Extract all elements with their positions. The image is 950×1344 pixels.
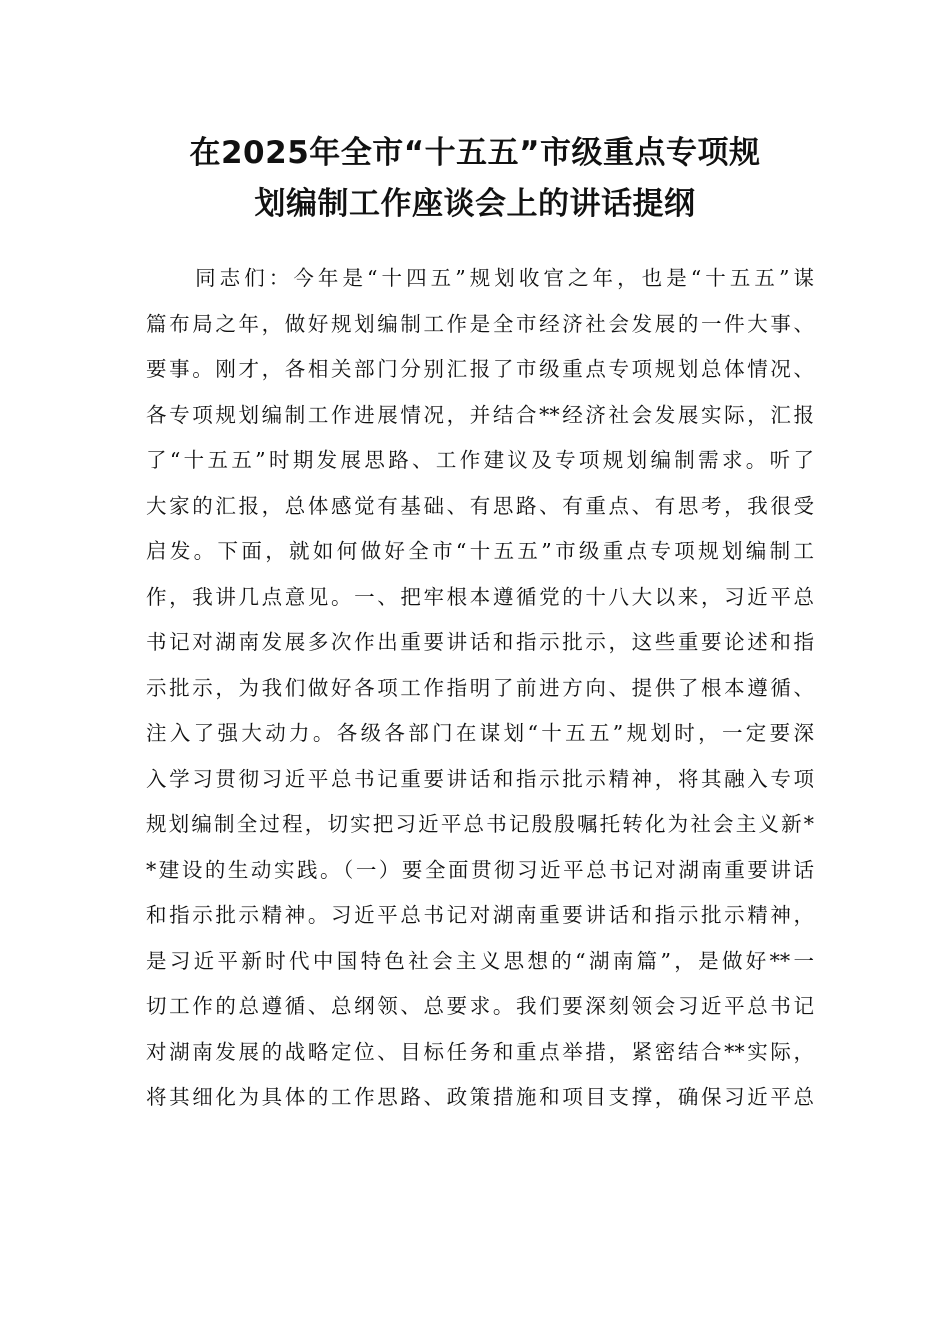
- document-title: [120, 128, 830, 230]
- body-line: 入学习贯彻习近平总书记重要讲话和指示批示精神，将其融入专项: [146, 766, 814, 791]
- body-line: 要事。刚才，各相关部门分别汇报了市级重点专项规划总体情况、: [146, 357, 814, 381]
- title-line-2: 划编制工作座谈会上的讲话提纲: [254, 186, 696, 222]
- body-line: 和指示批示精神。习近平总书记对湖南重要讲话和指示批示精神，: [146, 903, 814, 927]
- body-line: 同志们：今年是“十四五”规划收官之年，也是“十五五”谋: [146, 266, 814, 290]
- body-line: 篇布局之年，做好规划编制工作是全市经济社会发展的一件大事、: [146, 311, 814, 336]
- body-line: 对湖南发展的战略定位、目标任务和重点举措，紧密结合**实际，: [146, 1039, 814, 1064]
- body-line: 大家的汇报，总体感觉有基础、有思路、有重点、有思考，我很受: [146, 493, 814, 518]
- body-line: 作，我讲几点意见。一、把牢根本遵循党的十八大以来，习近平总: [146, 584, 814, 609]
- body-line: 切工作的总遵循、总纲领、总要求。我们要深刻领会习近平总书记: [146, 994, 814, 1018]
- body-line: 了“十五五”时期发展思路、工作建议及专项规划编制需求。听了: [146, 448, 814, 472]
- body-line: 将其细化为具体的工作思路、政策措施和项目支撑，确保习近平总: [146, 1085, 814, 1109]
- body-line: 示批示，为我们做好各项工作指明了前进方向、提供了根本遵循、: [146, 675, 814, 700]
- body-line: 书记对湖南发展多次作出重要讲话和指示批示，这些重要论述和指: [146, 630, 814, 654]
- body-line: *建设的生动实践。（一）要全面贯彻习近平总书记对湖南重要讲话: [146, 857, 814, 882]
- body-line: 是习近平新时代中国特色社会主义思想的“湖南篇”，是做好**一: [146, 948, 814, 973]
- body-line: 各专项规划编制工作进展情况，并结合**经济社会发展实际，汇报: [146, 402, 814, 427]
- body-line: 启发。下面，就如何做好全市“十五五”市级重点专项规划编制工: [146, 539, 814, 563]
- title-line-1: 在2025年全市“十五五”市级重点专项规: [189, 135, 761, 171]
- body-line: 规划编制全过程，切实把习近平总书记殷殷嘱托转化为社会主义新*: [146, 812, 814, 836]
- document-body: [146, 256, 814, 1121]
- body-line: 注入了强大动力。各级各部门在谋划“十五五”规划时，一定要深: [146, 721, 814, 745]
